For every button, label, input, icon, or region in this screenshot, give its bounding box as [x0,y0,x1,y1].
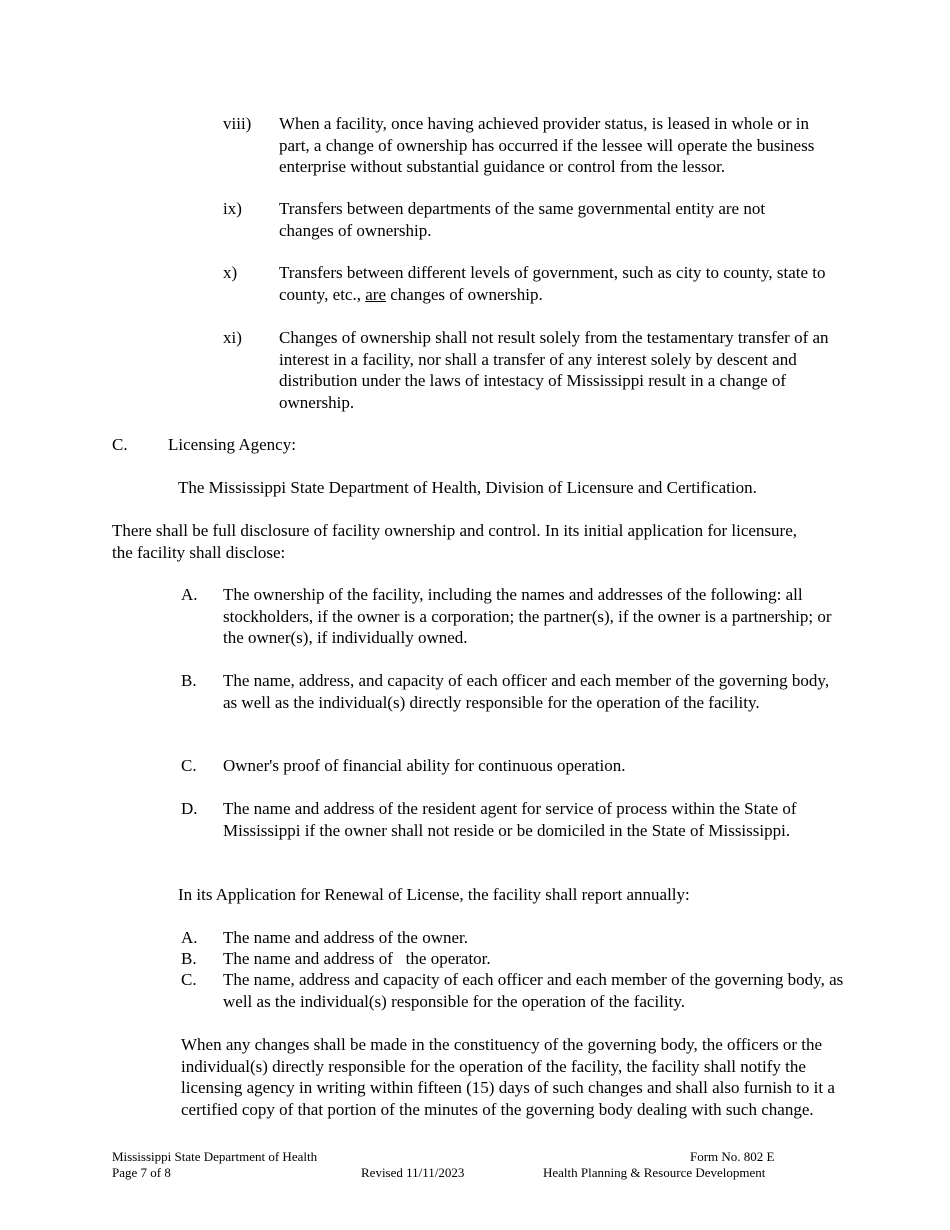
item-text: Changes of ownership shall not result solely from the testamentary transfer of an interest in a facility, nor shall a transfer of any interest solely by descent and distribution under the laws of intestacy of Mississippi result in a change of ownership. [279,328,829,412]
section-letter: C. [112,435,128,454]
changes-paragraph: When any changes shall be made in the constituency of the governing body, the officers or the individual(s) directly responsible for the operation of the facility, the facility shall notify the licensing agency in writing within fifteen (15) days of such changes and shall also furnish to it a certified copy of that portion of the minutes of the governing body dealing with such change. [181,1035,835,1119]
footer-org: Mississippi State Department of Health [112,1149,318,1164]
item-letter: A. [181,585,198,604]
item-text: The name and address of the resident agent for service of process within the State of Mississippi if the owner shall not reside or be domiciled in the State of Mississippi. [223,799,797,840]
item-text: The ownership of the facility, including the names and addresses of the following: all stockholders, if the owner is a corporation; the partner(s), if the owner is a partnership; or the owner(s), if individually owned. [223,585,832,647]
item-letter: B. [181,671,197,690]
disclosure-intro: There shall be full disclosure of facility ownership and control. In its initial application for licensure, the facility shall disclose: [112,521,797,562]
item-text: The name and address of the owner. [223,928,468,947]
renewal-intro: In its Application for Renewal of License, the facility shall report annually: [178,885,690,904]
item-number: x) [223,263,238,282]
section-title: Licensing Agency: [168,435,296,454]
item-text: When a facility, once having achieved provider status, is leased in whole or in part, a change of ownership has occurred if the lessee will operate the business enterprise without substantial guidance or control from the lessor. [279,114,815,176]
item-text [279,262,829,305]
item-number: viii) [223,114,252,133]
item-text: The name, address, and capacity of each officer and each member of the governing body, as well as the individual(s) directly responsible for the operation of the facility. [223,671,830,712]
item-text: Owner's proof of financial ability for continuous operation. [223,756,626,775]
item-letter: A. [181,928,198,947]
footer-revised-date: Revised 11/11/2023 [361,1165,465,1180]
footer-page-number: Page 7 of 8 [112,1165,171,1180]
item-text-underlined: are [365,284,386,304]
footer-division: Health Planning & Resource Development [543,1165,766,1180]
item-letter: D. [181,799,198,818]
item-letter: C. [181,970,197,989]
item-text: The name and address of the operator. [223,949,491,968]
item-text-before: Transfers between different levels of government, such as city to county, state to county, etc., [279,263,826,304]
item-text-after: changes of ownership. [390,284,543,304]
section-c-body: The Mississippi State Department of Health, Division of Licensure and Certification. [178,478,757,497]
item-text: Transfers between departments of the same governmental entity are not changes of ownership. [279,199,766,240]
item-number: xi) [223,328,242,347]
item-letter: C. [181,756,197,775]
item-letter: B. [181,949,197,968]
item-number: ix) [223,199,242,218]
footer-form-number: Form No. 802 E [690,1149,775,1164]
item-text: The name, address and capacity of each officer and each member of the governing body, as well as the individual(s) responsible for the operation of the facility. [223,970,844,1011]
